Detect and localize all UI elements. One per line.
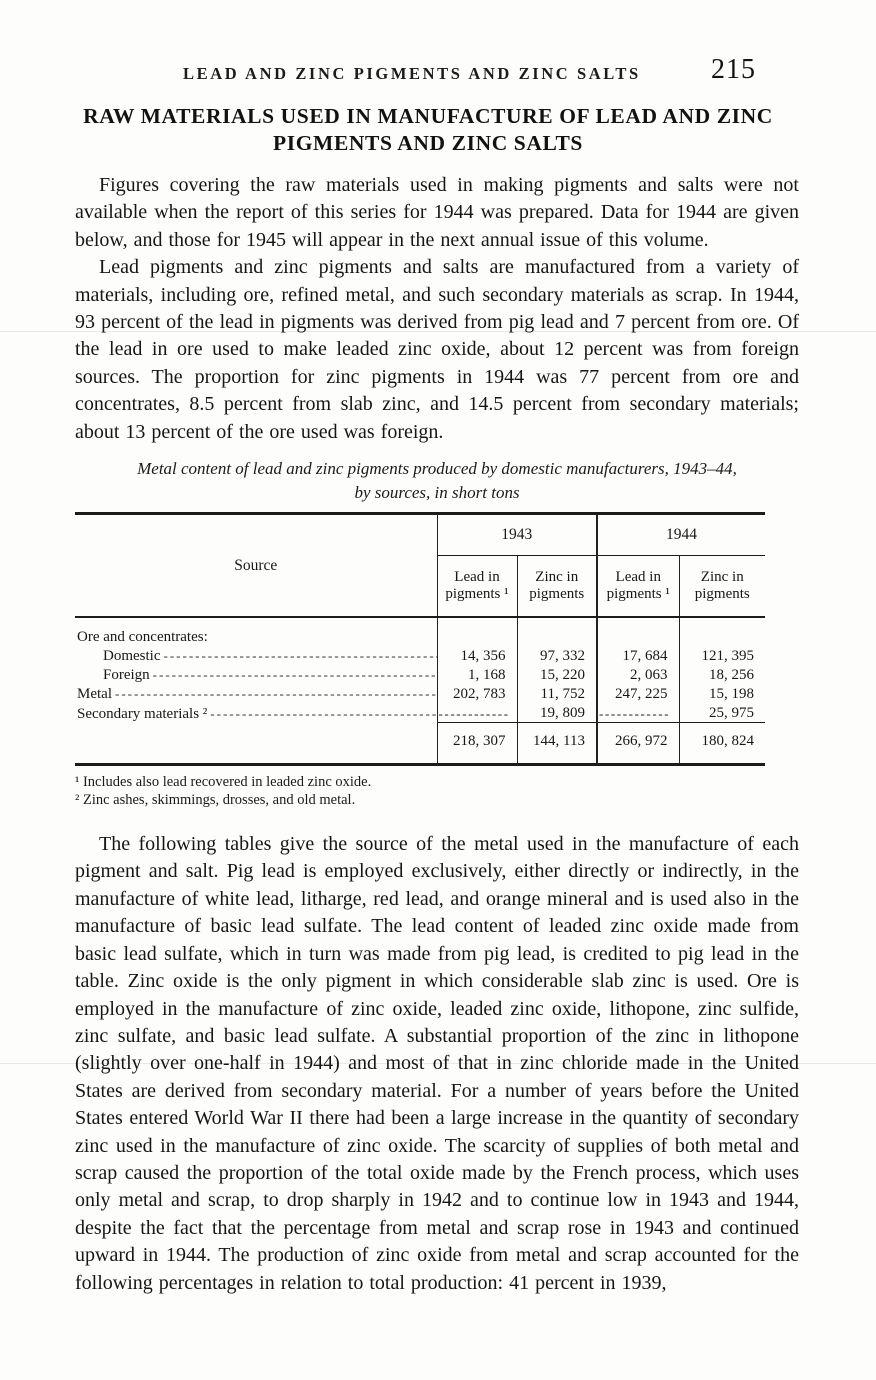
footnote-1: ¹ Includes also lead recovered in leaded zinc oxide. [75,774,372,791]
footnote-2: ² Zinc ashes, skimmings, drosses, and old metal. [75,792,356,809]
table-footnotes [75,773,799,809]
row-label-text: Secondary materials ² [77,705,208,722]
table-caption-line1: Metal content of lead and zinc pigments produced by domestic manufacturers, 1943–44, [137,459,737,479]
row-label [75,684,437,703]
column-header-source: Source [75,514,437,618]
metal-content-table [75,512,765,766]
section-title-line2: PIGMENTS AND ZINC SALTS [273,131,583,155]
table-row-ore-group [75,617,765,646]
value-cell: ------------ [437,703,517,723]
row-label-text: Domestic [103,648,161,665]
column-group-1944: 1944 [597,514,765,556]
value-cell: 18, 256 [679,665,765,684]
value-cell: 247, 225 [597,684,679,703]
total-cell: 180, 824 [679,723,765,765]
column-header-lead-1944: Lead in pigments ¹ [597,556,679,618]
dash-leader [153,667,437,684]
page-number: 215 [711,54,756,85]
table-row-foreign [75,665,765,684]
value-cell: 17, 684 [597,646,679,665]
value-cell: 2, 063 [597,665,679,684]
section-title-line1: RAW MATERIALS USED IN MANUFACTURE OF LEAD AND ZINC [83,104,773,128]
value-cell [437,617,517,646]
total-cell: 144, 113 [517,723,597,765]
value-cell [517,617,597,646]
running-header-title: LEAD AND ZINC PIGMENTS AND ZINC SALTS [183,64,641,83]
value-cell: 15, 220 [517,665,597,684]
row-label-text: Metal [77,686,112,703]
table-row-secondary-materials [75,703,765,723]
value-cell: 14, 356 [437,646,517,665]
row-label [75,646,437,665]
total-cell: 218, 307 [437,723,517,765]
section-title [66,103,790,157]
row-label [75,723,437,765]
dash-leader [115,686,437,703]
value-cell: 121, 395 [679,646,765,665]
value-cell: 1, 168 [437,665,517,684]
column-group-1943: 1943 [437,514,597,556]
table-caption-line2: by sources, in short tons [354,483,520,503]
column-header-zinc-1944: Zinc in pigments [679,556,765,618]
value-cell: 25, 975 [679,703,765,723]
dash-leader [210,706,436,723]
total-cell: 266, 972 [597,723,679,765]
row-label-text: Ore and concentrates: [77,629,208,646]
table-caption [75,457,799,505]
row-label-text: Foreign [103,667,150,684]
table-header-years [75,514,765,556]
value-cell: ------------ [597,703,679,723]
paragraph-intro: Figures covering the raw materials used in making pigments and salts were not available when the report of this series for 1944 was prepared. Data for 1944 are given below, and those for 1945 will appear in the next annual issue of this volume. [75,174,799,251]
value-cell [597,617,679,646]
dash-leader [164,648,437,665]
table-row-domestic [75,646,765,665]
table-row-metal [75,684,765,703]
value-cell: 19, 809 [517,703,597,723]
paragraph-sources: Lead pigments and zinc pigments and salts are manufactured from a variety of materials, including ore, refined metal, and such secondary materials as scrap. In 1944, 93 percent of the lead in pigments was derived from pig lead and 7 percent from ore. Of the lead in ore used to make leaded zinc oxide, about 12 percent was from foreign sources. The proportion for zinc pigments in 1944 was 77 percent from ore and concentrates, 8.5 percent from slab zinc, and 14.5 percent from secondary materials; about 13 percent of the ore used was foreign. [75,256,799,443]
column-header-zinc-1943: Zinc in pigments [517,556,597,618]
value-cell [679,617,765,646]
row-label [75,703,437,723]
table-row-totals [75,723,765,765]
row-label [75,617,437,646]
paragraph-discussion: The following tables give the source of the metal used in the manufacture of each pigment and salt. Pig lead is employed exclusively, either directly or indirectly, in the manufacture of white lead, litharge, red lead, and orange mineral and is used also in the manufacture of basic lead sulfate. The lead content of leaded zinc oxide made from basic lead sulfate, which in turn was made from pig lead, is credited to pig lead in the table. Zinc oxide is the only pigment in which considerable slab zinc is used. Ore is employed in the manufacture of zinc oxide, leaded zinc oxide, lithopone, zinc sulfide, zinc sulfate, and basic lead sulfate. A substantial proportion of the zinc in lithopone (slightly over one-half in 1944) and most of that in zinc chloride made in the United States are derived from secondary material. For a number of years before the United States entered World War II there had been a large increase in the quantity of secondary zinc used in the manufacture of zinc oxide. The scarcity of supplies of both metal and scrap caused the proportion of the total oxide made by the French process, which uses only metal and scrap, to drop sharply in 1942 and to continue low in 1943 and 1944, despite the fact that the percentage from metal and scrap rose in 1943 and continued upward in 1944. The production of zinc oxide from metal and scrap accounted for the following percentages in relation to total production: 41 percent in 1939, [75,833,799,1294]
page-content [75,172,799,1297]
value-cell: 15, 198 [679,684,765,703]
value-cell: 11, 752 [517,684,597,703]
column-header-lead-1943: Lead in pigments ¹ [437,556,517,618]
value-cell: 97, 332 [517,646,597,665]
row-label [75,665,437,684]
value-cell: 202, 783 [437,684,517,703]
